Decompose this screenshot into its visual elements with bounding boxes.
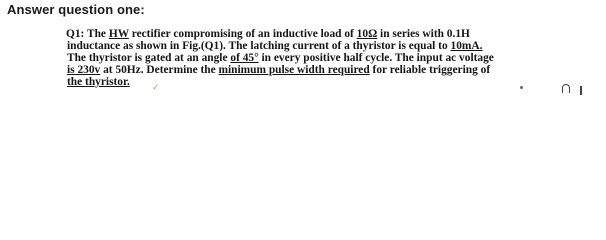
question-text: at 50Hz. Determine the [100,64,219,76]
stroke-mark-icon [580,86,582,95]
section-heading: Answer question one: [7,2,145,17]
underlined-term-hw: HW [108,28,129,40]
question-line-3 [67,52,494,64]
question-text: for reliable triggering of [369,64,491,76]
pen-mark-icon: ✓ [152,82,160,92]
underlined-value-latching-current: 10mA. [450,40,483,52]
underlined-value-resistance: 10Ω [356,28,378,40]
question-line-5 [67,76,130,88]
question-text: the thyristor. [67,76,130,88]
question-line-1 [66,28,470,40]
question-text: The thyristor is gated at an angle [67,52,231,64]
question-text: inductance as shown in Fig.(Q1). The latching current of a thyristor is equal to [67,40,451,52]
question-line-2 [67,40,482,52]
scribble-mark-icon [562,84,570,93]
question-text: in every positive half cycle. The input ac voltage [258,52,494,64]
page [0,0,606,98]
question-text: rectifier compromising of an inductive load of [128,28,357,40]
underlined-value-voltage: is 230v [67,64,101,76]
dot-mark-icon [520,86,523,89]
underlined-phrase-minimum-pulse-width: minimum pulse width required [218,64,370,76]
underlined-value-angle: of 45° [230,52,259,64]
question-text: in series with 0.1H [377,28,470,40]
question-text: Q1: The [66,28,109,40]
question-line-4 [67,64,490,76]
